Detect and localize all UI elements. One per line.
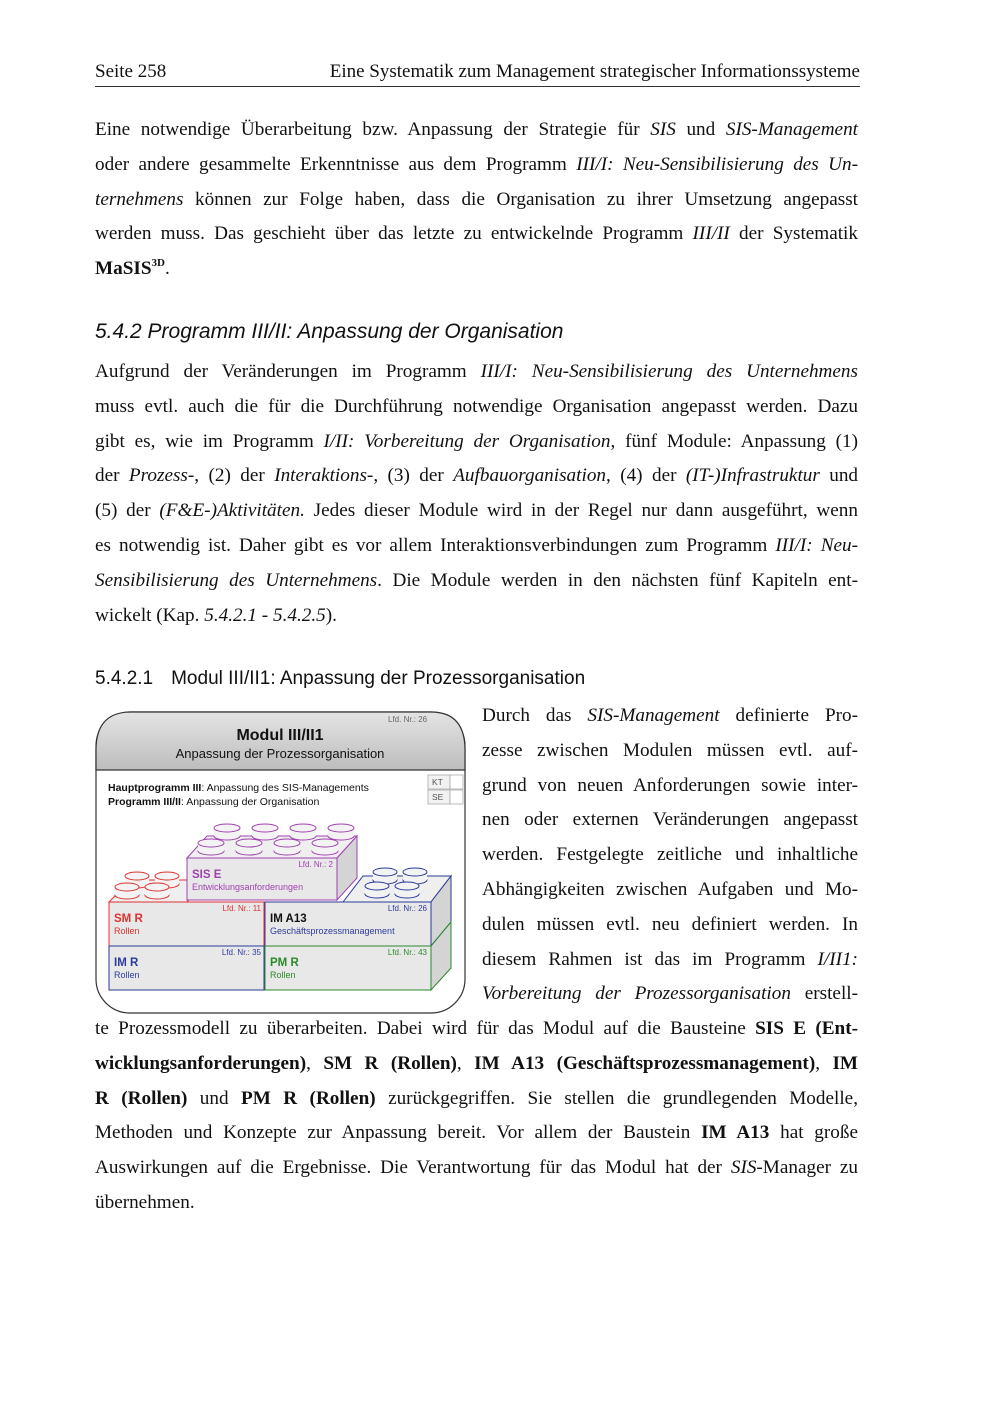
intro-paragraph [95,113,858,287]
text-line: oder andere gesammelte Erkenntnisse aus dem Programm III/I: Neu-Sensibilisierung des Un- [95,153,858,175]
module-figure [95,710,467,1015]
programm-line: Programm III/II: Anpassung der Organisation [108,796,320,808]
text-line: wicklungsanforderungen), SM R (Rollen), IM A13 (Geschäftsprozessmanagement), IM [95,1052,859,1074]
text-line: ternehmens können zur Folge haben, dass die Organisation zu ihrer Umsetzung angepasst [95,188,858,210]
pmr-name: PM R [270,957,299,969]
text-line: (5) der (F&E-)Aktivitäten. Jedes dieser Module wird in der Regel nur dann ausgeführt, wenn [95,500,858,522]
imr-desc: Rollen [114,970,140,980]
text-line: Sensibilisierung des Unternehmens. Die Module werden in den nächsten fünf Kapiteln ent- [95,569,858,591]
page-number: Seite 258 [95,61,167,82]
running-title: Eine Systematik zum Management strategischer Informationssysteme [329,61,860,82]
text-line: muss evtl. auch die für die Durchführung notwendige Organisation angepasst werden. Dazu [95,395,858,417]
text-line: übernehmen. [95,1191,195,1213]
module-diagram [95,710,467,1015]
text-line: Methoden und Konzepte zur Anpassung bereit. Vor allem der Baustein IM A13 hat große [95,1122,858,1144]
text-line: MaSIS$^{3D}$. [95,257,170,280]
text-line: wickelt (Kap. 5.4.2.1 - 5.4.2.5). [95,604,337,626]
pmr-desc: Rollen [270,970,296,980]
text-line: Aufgrund der Veränderungen im Programm III/I: Neu-Sensibilisierung des Unternehmens [95,361,858,382]
subsection-side-text [482,699,858,1012]
text-line: werden. Festgelegte zeitliche und inhaltliche [482,844,858,866]
smr-desc: Rollen [114,926,140,936]
text-line: gibt es, wie im Programm I/II: Vorbereitung der Organisation, fünf Module: Anpassung (1) [95,430,859,452]
subsection-heading [95,668,585,690]
subsection-paragraph [95,1012,858,1221]
subsection-title: Modul III/II1: Anpassung der Prozessorganisation [171,668,586,689]
ima13-desc: Geschäftsprozessmanagement [270,926,395,936]
subsection-number: 5.4.2.1 [95,668,154,689]
text-line: diesem Rahmen ist das im Programm I/II1: [482,948,858,970]
text-line: Eine notwendige Überarbeitung bzw. Anpassung der Strategie für SIS und SIS-Management [95,119,858,140]
text-line: dulen müssen evtl. neu definiert werden. In [482,913,858,935]
text-line: Abhängigkeiten zwischen Aufgaben und Mo- [482,878,858,900]
module-subtitle: Anpassung der Prozessorganisation [175,746,385,761]
text-line: R (Rollen) und PM R (Rollen) zurückgegriffen. Sie stellen die grundlegenden Modelle, [95,1087,858,1109]
text-line: zesse zwischen Modulen müssen evtl. auf- [482,739,858,761]
ima13-lfd: Lfd. Nr.: 26 [387,904,427,913]
imr-name: IM R [114,957,139,969]
text-line: grund von neuen Anforderungen sowie inter- [482,774,858,796]
header-lfd: Lfd. Nr.: 26 [388,715,428,724]
text-line: Durch das SIS-Management definierte Pro- [482,705,858,726]
kt-label: KT [432,777,443,787]
text-line: Auswirkungen auf die Ergebnisse. Die Verantwortung für das Modul hat der SIS-Manager zu [95,1157,859,1179]
section-paragraph [95,355,858,633]
text-line: nen oder externen Veränderungen angepasst [482,809,858,831]
ima13-name: IM A13 [270,913,307,925]
sise-name: SIS E [192,869,222,881]
text-line: werden muss. Das geschieht über das letzte zu entwickelnde Programm III/II der Systematik [95,223,858,245]
text-line: der Prozess-, (2) der Interaktions-, (3) der Aufbauorganisation, (4) der (IT-)Infrastruktur und [95,465,859,487]
smr-name: SM R [114,913,143,925]
se-label: SE [432,792,444,802]
section-heading: 5.4.2 Programm III/II: Anpassung der Organisation [95,320,564,343]
module-title: Modul III/II1 [236,727,324,744]
smr-lfd: Lfd. Nr.: 11 [222,904,261,913]
sise-lfd: Lfd. Nr.: 2 [298,860,333,869]
imr-lfd: Lfd. Nr.: 35 [221,948,261,957]
hauptprogramm-line: Hauptprogramm III: Anpassung des SIS-Managements [108,782,369,794]
text-line: te Prozessmodell zu überarbeiten. Dabei wird für das Modul auf die Bausteine SIS E (Ent- [95,1018,858,1039]
pmr-lfd: Lfd. Nr.: 43 [387,948,427,957]
sise-desc: Entwicklungsanforderungen [192,882,304,892]
text-line: Vorbereitung der Prozessorganisation erstell- [482,983,858,1005]
text-line: es notwendig ist. Daher gibt es vor allem Interaktionsverbindungen zum Programm III/I: Neu- [95,534,858,556]
page-header [95,60,860,87]
